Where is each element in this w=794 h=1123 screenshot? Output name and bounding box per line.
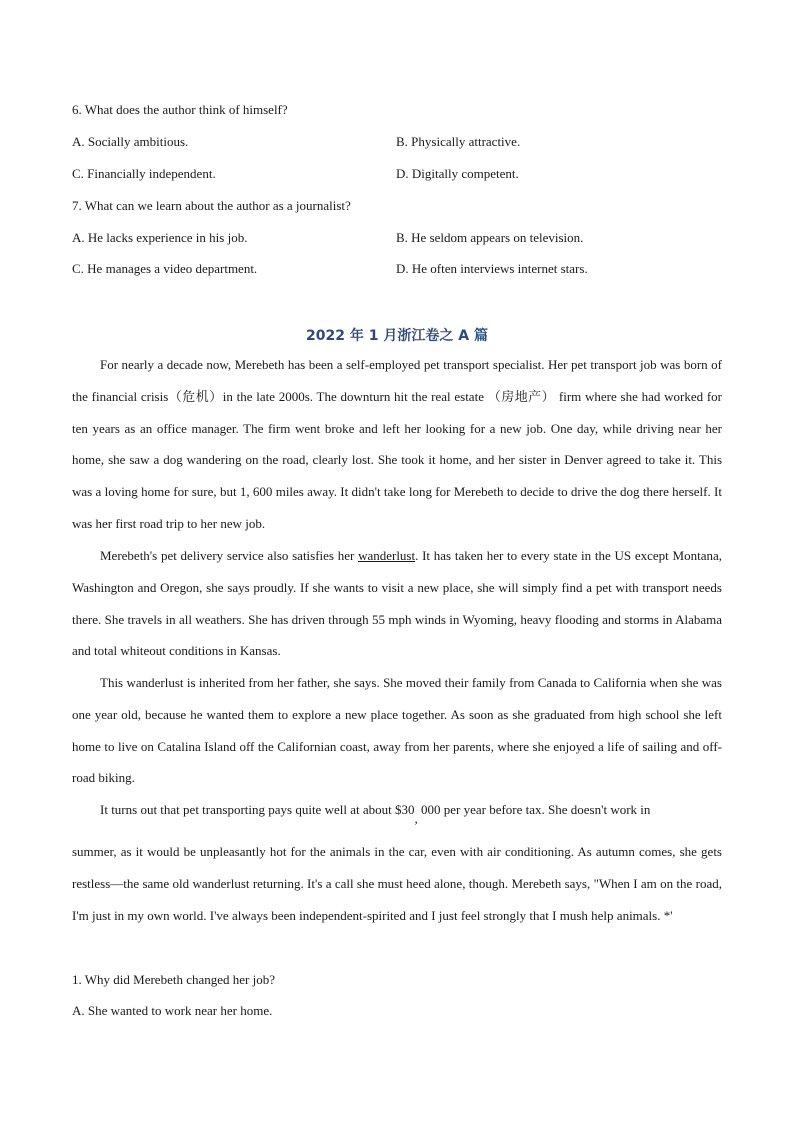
paragraph-2-text-end: . It has taken her to every state in the US except Montana, Washington and Oregon, she says proudly. If she wants to visit a new place, she will simply find a pet with transport needs there. She travels in all weathers. She has driven through 55 mph winds in Wyoming, heavy flooding and storms in Alabama and total whiteout conditions in Kansas. xyxy=(72,548,722,659)
underlined-word: wanderlust xyxy=(358,548,416,563)
passage-paragraph-3: This wanderlust is inherited from her father, she says. She moved their family from Canada to California when she was one year old, because he wanted them to explore a new place together. As soon as she graduated from high school she left home to live on Catalina Island off the Californian coast, away from her parents, where she enjoyed a life of sailing and off-road biking. xyxy=(72,675,722,786)
paragraph-4-text-continued: 000 per year before tax. She doesn't work in xyxy=(417,802,651,817)
question-1-stem: 1. Why did Merebeth changed her job? xyxy=(72,972,275,987)
question-6-option-b: B. Physically attractive. xyxy=(396,134,521,149)
passage-paragraph-4-first-line xyxy=(72,794,722,826)
question-7-option-a: A. He lacks experience in his job. xyxy=(72,230,248,245)
question-6-stem: 6. What does the author think of himself? xyxy=(72,102,288,117)
question-7-option-d: D. He often interviews internet stars. xyxy=(396,261,588,276)
question-6-option-c: C. Financially independent. xyxy=(72,166,216,181)
paragraph-2-text-start: Merebeth's pet delivery service also satisfies her xyxy=(100,548,359,563)
passage-paragraph-4-rest: summer, as it would be unpleasantly hot for the animals in the car, even with air conditioning. As autumn comes, she gets restless—the same old wanderlust returning. It's a call she must heed alone, though. Merebeth says, "When I am on the road, I'm just in my own world. I've always been independent-spirited and I just feel strongly that I mush help animals. *' xyxy=(72,844,722,923)
question-6-option-d: D. Digitally competent. xyxy=(396,166,519,181)
question-1-option-a: A. She wanted to work near her home. xyxy=(72,1003,273,1018)
section-title: 2022 年 1 月浙江卷之 A 篇 xyxy=(306,328,488,344)
stray-comma: , xyxy=(414,811,418,826)
question-7-option-c: C. He manages a video department. xyxy=(72,261,258,276)
passage-paragraph-1: For nearly a decade now, Merebeth has been a self-employed pet transport specialist. Her pet transport job was born of the financial crisis（危机）in the late 2000s. The downturn hit the real estate （房地产） firm where she had worked for ten years as an office manager. The firm went broke and left her looking for a new job. One day, while driving near her home, she saw a dog wandering on the road, clearly lost. She took it home, and her sister in Denver agreed to take it. This was a loving home for sure, but 1, 600 miles away. It didn't take long for Merebeth to decide to drive the dog there herself. It was her first road trip to her new job. xyxy=(72,357,722,531)
question-7-option-b: B. He seldom appears on television. xyxy=(396,230,584,245)
question-6-option-a: A. Socially ambitious. xyxy=(72,134,189,149)
paragraph-4-text-start: It turns out that pet transporting pays quite well at about $30 xyxy=(100,802,415,817)
passage-paragraph-2 xyxy=(72,540,722,667)
question-7-stem: 7. What can we learn about the author as a journalist? xyxy=(72,198,351,213)
